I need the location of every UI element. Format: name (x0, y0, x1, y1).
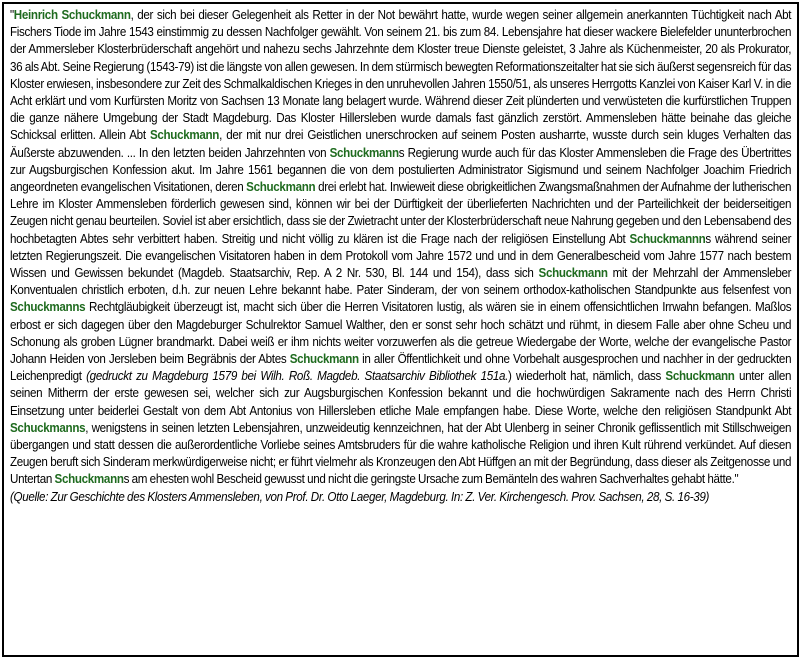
highlighted-name: Heinrich Schuckmann (13, 8, 131, 22)
highlighted-name: Schuckmann (54, 472, 124, 487)
text-segment: Rechtgläubigkeit überzeugt ist, macht sich über die Herren Visitatoren lustig, als wären sie in einem offensichtlichen Irrwahn befangen. Maßlos erbost er sich dagegen über den Magdeburger Schulrektor Samuel Walther, den er sonst sehr hoch schätzt und rühmt, in diesem Falle aber ohne Scheu und Schonung als groben Lügner brandmarkt. Dabei weiß er ihm nichts weiter vorzuwerfen als die getreue Wiedergabe der Worte, welche der evangelische Pastor Johann Heiden von Jersleben beim Begräbnis der Abtes (10, 300, 792, 367)
inline-citation: (gedruckt zu Magdeburg 1579 bei Wilh. Roß. Magdeb. Staatsarchiv Bibliothek 151a. (86, 369, 509, 384)
text-segment: , der sich bei dieser Gelegenheit als Retter in der Not bewährt hatte, wurde wegen seiner allgemein anerkannten Tüchtigkeit nach Abt Fischers Tiode im Jahre 1543 einstimmig zu dessen Nachfolger gewählt. Von seinem 21. bis zum 84. Lebensjahre hat dieser wackere Bielefelder ununterbrochen der Ammersleber Klosterbrüderschaft angehört und nahezu sechs Jahrzehnte dem Kloster treue Dienste geleistet, 3 Jahre als Küchenmeister, 20 als Prokurator, 36 als Abt. Seine Regierung (1543-79) ist die längste von allen gewesen. In dem stürmisch bewegten Reformationszeitalter hat sie sich äußerst segensreich für das Kloster erwiesen, insbesondere zur Zeit des Schmalkaldischen Krieges in den unruhevollen Jahren 1550/51, als unseres Herrgotts Kanzlei von Kaiser Karl V. in die Acht erklärt und vom Kurfürsten Moritz von Sachsen 13 Monate lang belagert wurde. Während dieser Zeit plünderten und verwüsteten die kurfürstlichen Truppen die ganze nähere Umgebung der Stadt Magdeburg. Das Kloster Hillersleben wurde damals fast gänzlich zerstört. Ammensleben hätte beinahe das gleiche Schicksal erlitten. Allein Abt (10, 8, 792, 143)
quote-body (10, 8, 791, 486)
text-segment: s am ehesten wohl Bescheid gewusst und nicht die geringste Ursache zum Bemänteln des wahren Sachverhaltes gehabt hätte." (123, 472, 739, 487)
highlighted-name: Schuckmannn (629, 231, 706, 246)
highlighted-name: Schuckmann (665, 369, 735, 384)
quote-box (2, 2, 799, 657)
text-segment: in aller Öffentlichkeit und ohne Vorbehalt ausgesprochen und nachher in der gedruckten Leichenpredigt (10, 352, 792, 384)
highlighted-name: Schuckmanns (10, 300, 86, 315)
highlighted-name: Schuckmann (289, 352, 359, 367)
text-segment: unter allen seinen Mitherrn der erste gewesen sei, welcher sich zur Augsburgischen Konfession bekannt und die hochwürdigen Sakramente nach des Herrn Christi Einsetzung unter beiderlei Gestalt von dem Abt Antonius von Hillersleben etliche Male empfangen habe. Diese Worte, welche den religiösen Standpunkt Abt (10, 369, 792, 418)
text-segment: " (10, 8, 14, 22)
text-segment: mit der Mehrzahl der Ammensleber Konventualen christlich erboten, d.h. zur neuen Lehre bekannt habe. Pater Sinderam, der von seinem orthodox-katholischen Standpunkte aus felsenfest von (10, 266, 792, 298)
quote-text (10, 7, 791, 506)
highlighted-name: Schuckmann (538, 266, 608, 281)
text-segment: s während seiner letzten Regierungszeit. Die evangelischen Visitatoren haben in dem Protokoll vom Jahre 1572 und und in dem Generalbescheid vom Jahre 1577 nach bestem Wissen und Gewissen bekundet (Magdeb. Staatsarchiv, Rep. A 2 Nr. 530, Bl. 144 und 154), dass sich (10, 231, 792, 281)
highlighted-name: Schuckmann (329, 145, 399, 160)
text-segment: drei erlebt hat. Inwieweit diese obrigkeitlichen Zwangsmaßnahmen der Aufnahme der lutherischen Lehre im Kloster Ammensleben förderlich gewesen sind, können wir bei der Dürftigkeit der überlieferten Nachrichten und der Parteilichkeit der beiderseitigen Zeugen nicht genau beurteilen. Soviel ist aber ersichtlich, dass sie der Zwietracht unter der Klosterbrüderschaft neue Nahrung gegeben und den Lebensabend des hochbetagten Abtes sehr verbittert haben. Streitig und nicht völlig zu klären ist die Frage nach der religiösen Einstellung Abt (10, 180, 792, 246)
highlighted-name: Schuckmann (246, 180, 316, 195)
text-segment: ) wiederholt hat, nämlich, dass (508, 369, 666, 384)
text-segment: , der mit nur drei Geistlichen unerschrocken auf seinem Posten ausharrte, wusste durch sein kluges Verhalten das Äußerste abzuwenden. ... In den letzten beiden Jahrzehnten von (10, 128, 792, 160)
source-citation: (Quelle: Zur Geschichte des Klosters Ammensleben, von Prof. Dr. Otto Laeger, Magdeburg. In: Z. Ver. Kirchengesch. Prov. Sachsen, 28, S. 16-39) (10, 489, 710, 504)
highlighted-name: Schuckmann (149, 128, 220, 143)
text-segment: , wenigstens in seinen letzten Lebensjahren, unzweideutig kennzeichnen, hat der Abt Ulenberg in seiner Chronik geflissentlich mit Stillschweigen übergangen und statt dessen die außerordentliche Vorliebe seines Amtsbruders für die wahre katholische Religion und ihren Kult rührend verkündet. Auf diesen Zeugen beruft sich Sinderam merkwürdigerweise nicht; er führt vielmehr als Kronzeugen den Abt Hüffgen an mit der Begründung, dass dieser als Zeitgenosse und Untertan (10, 420, 792, 487)
highlighted-name: Schuckmanns (10, 420, 86, 435)
text-segment: s Regierung wurde auch für das Kloster Ammensleben die Frage des Übertrittes zur Augsburgischen Konfession akut. Im Jahre 1561 begannen die von dem postulierten Administrator Sigismund und seinem Nachfolger Joachim Friedrich angeordneten evangelischen Visitationen, deren (10, 145, 792, 195)
